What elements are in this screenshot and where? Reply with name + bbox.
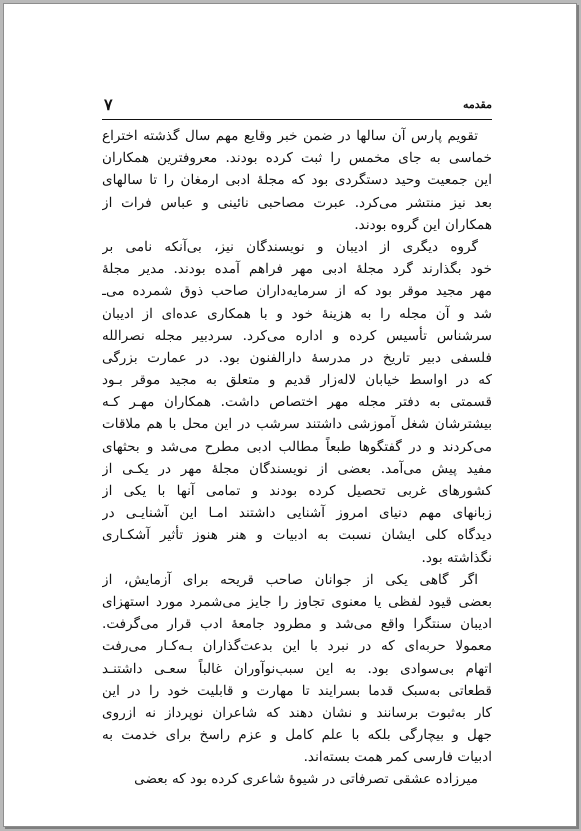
text-line: بعد نیز منتشر می‌کرد. عبرت مصاحبی نائینی و عباس فرات از [102, 194, 492, 211]
text-line: قطعاتی به‌سبک قدما بسرایند تا مهارت و قابلیت خود را در این [102, 682, 492, 699]
text-line: خود بگذارند گرد مجلهٔ ادبی مهر فراهم آمده بودند. مدیر مجلهٔ [102, 261, 492, 278]
text-line: سرشناس تأسیس کرده و اداره می‌کرد. سردبیر مجله نصرالله [102, 327, 492, 344]
text-line: قسمتی به دفتر مجله مهر اختصاص داشت. همکاران مهـر کـه [102, 394, 492, 411]
text-line: که در اواسط خیابان لاله‌زار قدیم و متعلق به مجید موقر بـود [102, 372, 492, 389]
text-line: گروه دیگری از ادیبان و نویسندگان نیز، بی‌آنکه نامی بر [102, 238, 478, 255]
text-line: فلسفی دبیر تاریخ در مدرسهٔ دارالفنون بود. در عمارت بزرگی [102, 349, 492, 366]
text-line: جهل و بیچارگی بلکه با علم کامل و عزم راسخ برای خدمت به [102, 727, 492, 744]
text-line: کشورهای غربی تحصیل کرده بودند و تمامی آنها با یکی از [102, 483, 492, 499]
text-line: شد و آن مجله را به هزینهٔ خود و با همکاری عده‌ای از ادیبان [102, 305, 492, 322]
text-line: همکاران این گروه بودند. [354, 216, 492, 233]
text-line: اگر گاهی یکی از جوانان صاحب قریحه برای آزمایش، از [102, 571, 478, 588]
text-line: می‌کردند و در گفتگوها طبعاً مطالب ادبی مطرح می‌شد و بحثهای [102, 438, 492, 455]
text-line: ادبیات فارسی کمر همت بسته‌اند. [303, 749, 492, 766]
text-line: ادیبان سنتگرا واقع می‌شد و مطرود جامعهٔ ادب قرار می‌گرفت. [102, 616, 492, 633]
page-number: ۷ [104, 95, 113, 114]
text-line: این جمعیت وحید دستگردی بود که مجلهٔ ادبی ارمغان را تا سالهای [102, 172, 492, 189]
text-line: تقویم پارس آن سالها در ضمن خبر وقایع مهم سال گذشته اختراع [102, 128, 478, 144]
text-line: معمولا حربه‌ای که در نبرد با این بدعت‌گذاران بـه‌کـار می‌رفت [102, 638, 492, 655]
body-text [102, 125, 492, 791]
text-line: اتهام بی‌سوادی بود. به این سبب‌نوآوران غالباً سعـی داشتنـد [102, 660, 492, 677]
text-line: مهر مجید موقر بود که از سرمایه‌داران صاحب ذوق شمرده می‌ـ [102, 283, 492, 300]
text-line: مفید پیش می‌آمد. بعضی از نویسندگان مجلهٔ مهر در یکـی از [102, 460, 492, 477]
text-line: زبانهای مهم دنیای امروز آشنایی داشتند امـا این آشنایـی در [102, 505, 492, 522]
chapter-title: مقدمه [462, 98, 492, 111]
text-line: کار به‌ثبوت برسانند و نشان دهند که شاعران نوپرداز نه ازروی [102, 704, 492, 721]
text-line: بعضی قیود لفظی یا معنوی تجاوز را جایز می‌شمرد مورد استهزای [102, 593, 492, 610]
text-line: میرزاده عشقی تصرفاتی در شیوهٔ شاعری کرده بود که بعضی [134, 771, 478, 788]
text-line: خماسی به جای مخمس را ثبت کرده بودند. معروفترین همکاران [102, 150, 492, 167]
running-header [102, 95, 492, 120]
text-line: نگذاشته بود. [421, 549, 492, 566]
text-line: دیدگاه کلی ایشان نسبت به ادبیات و هنر هنوز تأثیر آشکـاری [102, 527, 492, 544]
book-page [3, 3, 577, 827]
text-line: بیشترشان شغل آموزشی داشتند سرشب در این محل با هم ملاقات [102, 416, 492, 433]
